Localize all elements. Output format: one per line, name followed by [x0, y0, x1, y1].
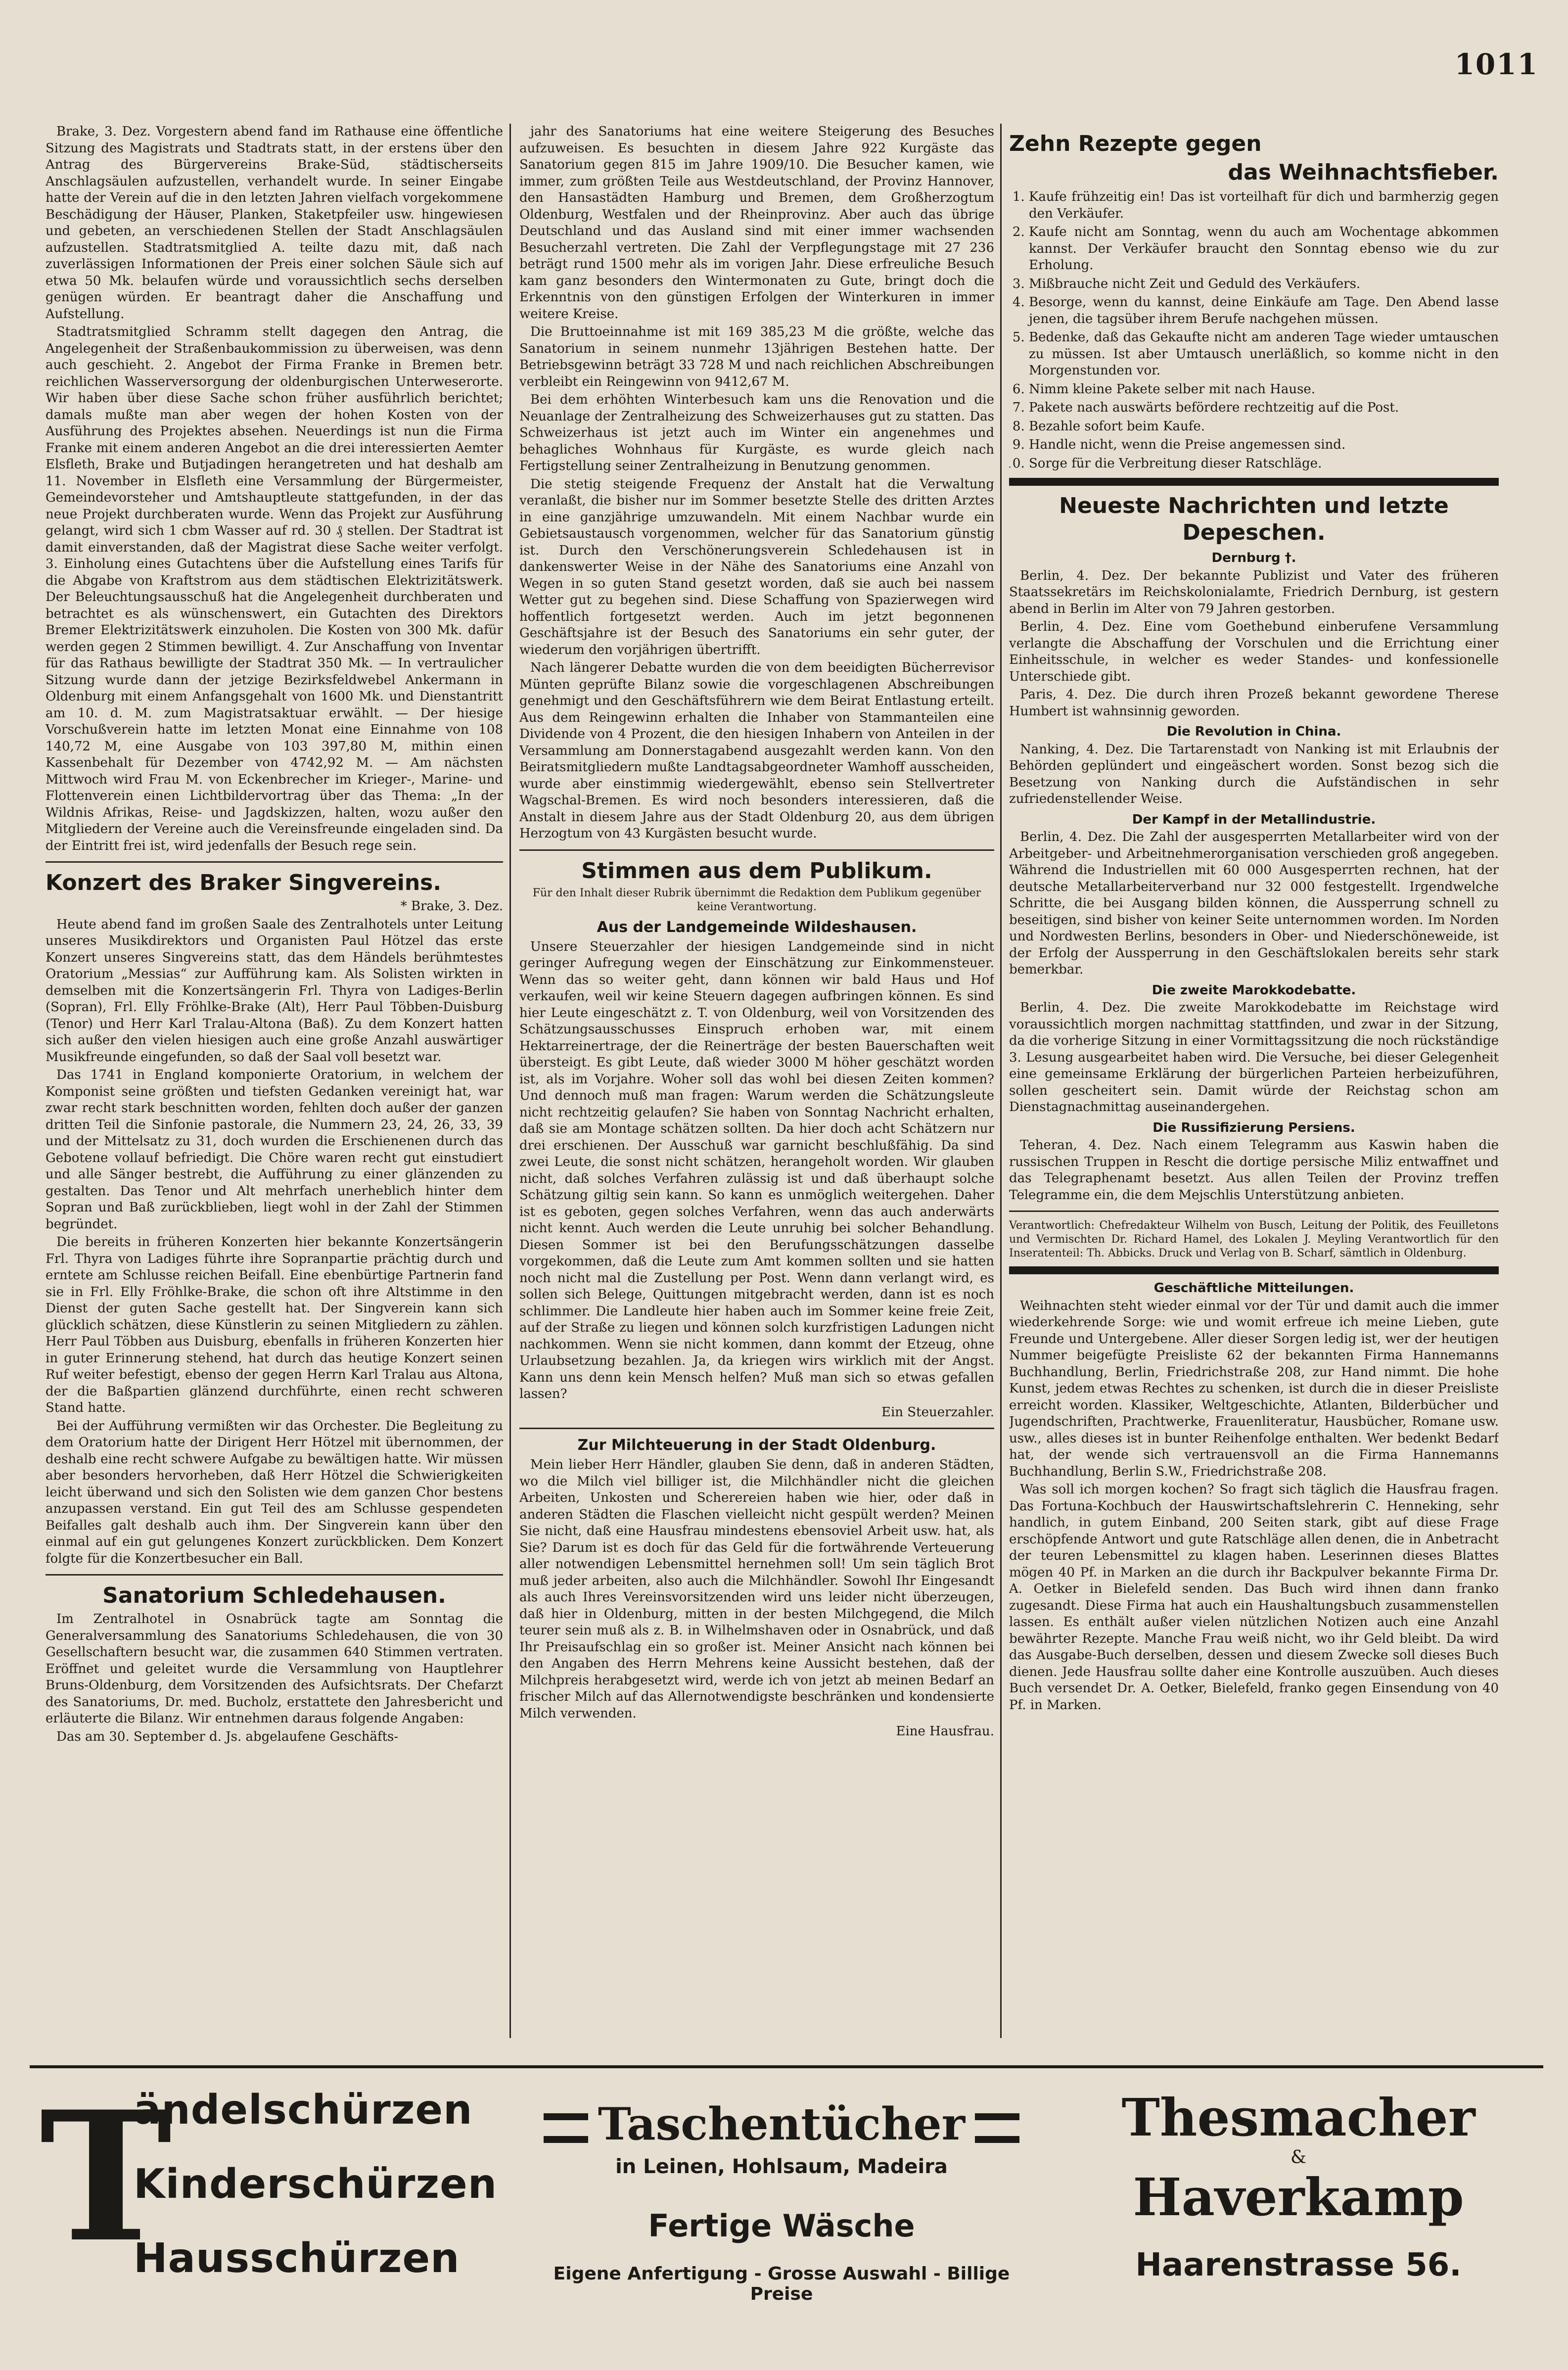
ad-schuerzen	[30, 2068, 509, 2345]
paragraph: Die stetig steigende Frequenz der Anstalt hat die Verwaltung veranlaßt, die bisher nur im Sommer besetzte Stelle des dritten Arztes in eine ganzjährige umzuwandeln. Mit einem Nachbar wurde ein Gebietsaustausch vorgenommen, welcher für das Sanatorium günstig ist. Durch den Verschönerungsverein Schledehausen ist in dankenswerter Weise in der Nähe des Sanatoriums eine Anzahl von Wegen in so guten Stand gesetzt worden, daß sie auch bei nassem Wetter gut zu begehen sind. Diese Schaffung von Spazierwegen wird hoffentlich fortgesetzt werden. Auch im jetzt begonnenen Geschäftsjahre ist der Besuch des Sanatoriums ein sehr guter, der wiederum den vorjährigen übertrifft.	[519, 476, 994, 657]
separator	[46, 1574, 503, 1576]
column-rule	[1000, 124, 1002, 2038]
ad-line: Hausschürzen	[134, 2235, 460, 2282]
rezept-item: 7. Pakete nach auswärts befördere rechtzeitig auf die Post.	[1029, 400, 1499, 417]
wildeshausen-signature: Ein Steuerzahler.	[881, 1404, 994, 1420]
rezepte-heading-line2: das Weihnachtsfieber.	[1228, 160, 1499, 185]
news-heading: Der Kampf in der Metallindustrie.	[1132, 812, 1376, 827]
rezept-item: 4. Besorge, wenn du kannst, deine Einkäufe am Tage. Den Abend lasse jenen, die tagsüber ihrem Berufe nachgehen müssen.	[1029, 294, 1499, 327]
rezept-item: 3. Mißbrauche nicht Zeit und Geduld des Verkäufers.	[1029, 276, 1499, 293]
separator-bar	[1009, 1266, 1499, 1274]
article-sanatorium-continued	[519, 124, 994, 842]
paragraph: Bei der Aufführung vermißten wir das Orchester. Die Begleitung zu dem Oratorium hatte der Dirigent Herr Hötzel mit übernommen, der deshalb eine recht schwere Aufgabe zu bewältigen hatte. Wir müssen aber besonders hervorheben, daß Herr Hötzel die Schwierigkeiten leicht überwand und sich den Solisten wie dem ganzen Chor bestens anzupassen verstand. Ein gut Teil des am Schlusse gespendeten Beifalles galt deshalb auch ihm. Der Singverein kann über den einmal auf ein gut gelungenes Konzert zurückblicken. Dem Konzert folgte für die Konzertbesucher ein Ball.	[46, 1418, 503, 1566]
paragraph: Brake, 3. Dez. Vorgestern abend fand im Rathause eine öffentliche Sitzung des Magistrats und Stadtrats statt, in der erstens über den Antrag des Bürgervereins Brake-Süd, städtischerseits Anschlagsäulen aufzustellen, verhandelt wurde. In seiner Eingabe hatte der Verein auf die in den letzten Jahren vielfach vorgekommene Beschädigung der Häuser, Planken, Staketpfeiler usw. hingewiesen und gebeten, an verschiedenen Stellen der Stadt Anschlagsäulen aufzustellen. Stadtratsmitglied A. teilte dazu mit, daß nach zuverlässigen Informationen der Preis einer solchen Säule sich auf etwa 50 Mk. belaufen würde und voraussichtlich sechs derselben genügen würden. Er beantragt daher die Anschaffung und Aufstellung.	[46, 124, 503, 322]
separator	[46, 861, 503, 863]
news-heading: Die Russifizierung Persiens.	[1153, 1120, 1355, 1135]
ad-ampersand: &	[1290, 2147, 1307, 2168]
news-item: Berlin, 4. Dez. Die zweite Marokkodebatte im Reichstage wird voraussichtlich morgen nachmittag stattfinden, und zwar in der Sitzung, da die vorherige Sitzung in einer Vormittagssitzung die noch rückständige 3. Lesung ausgearbeitet haben wird. Die Versuche, bei dieser Gelegenheit eine gemeinsame Erklärung der bürgerlichen Parteien herbeizuführen, sollen gescheitert sein. Damit würde der Reichstag schon am Dienstagnachmittag auseinandergehen.	[1009, 1000, 1499, 1115]
news-heading: Die zweite Marokkodebatte.	[1152, 982, 1356, 998]
paragraph: Mein lieber Herr Händler, glauben Sie denn, daß in anderen Städten, wo die Milch viel billiger ist, die Milchhändler nicht die gleichen Arbeiten, Unkosten und Scherereien haben wie hier, oder daß in anderen Städten die Flaschen vielleicht nicht gespült werden? Meinen Sie nicht, daß eine Hausfrau mindestens ebensoviel Arbeit usw. hat, als Sie? Darum ist es doch für das Geld für die fortwährende Verteuerung aller notwendigen Lebensmittel hernehmen soll! Um sein täglich Brot muß jeder arbeiten, also auch die Milchhändler. Sowohl Ihr Eingesandt als auch Ihres Vereinsvorsitzenden wird uns leider nicht überzeugen, daß hier in Oldenburg, mitten in der besten Milchgegend, die Milch teurer sein muß als z. B. in Wilhelmshaven oder in Osnabrück, und daß Ihr Preisaufschlag ein so großer ist. Meiner Ansicht nach können bei den Angaben des Herrn Mehrens keine Aussicht bestehen, daß der Milchpreis herabgesetzt wird, werde ich von jetzt ab meinen Bedarf an frischer Milch auf das Allernotwendigste beschränken und kondensierte Milch verwenden.	[519, 1457, 994, 1721]
page-number: 1011	[1454, 47, 1538, 81]
news-heading: Die Revolution in China.	[1166, 724, 1341, 739]
column-middle	[519, 124, 994, 2038]
paragraph: Die bereits in früheren Konzerten hier bekannte Konzertsängerin Frl. Thyra von Ladiges führte ihre Sopranpartie prächtig durch und erntete am Schlusse reichen Beifall. Eine ebenbürtige Partnerin fand sie in Frl. Elly Fröhlke-Brake, die schon oft ihre Altstimme in den Dienst der guten Sache gestellt hat. Der Singverein kann sich glücklich schätzen, diese Künstlerin zu seinen Mitgliedern zu zählen. Herr Paul Többen aus Duisburg, ebenfalls in früheren Konzerten hier in guter Erinnerung stehend, hat durch das heutige Konzert seinen Ruf weiter befestigt, ebenso der gegen Herrn Karl Tralau aus Altona, der die Baßpartien glänzend durchführte, einen recht schweren Stand hatte.	[46, 1235, 503, 1415]
news-item: Nanking, 4. Dez. Die Tartarenstadt von Nanking ist mit Erlaubnis der Behörden geplündert und eingeäschert worden. Sonst bezog sich die Besetzung von Nanking durch die Aufständischen in sehr zufriedenstellender Weise.	[1009, 742, 1499, 806]
article-konzert	[46, 917, 503, 1568]
konzert-heading: Konzert des Braker Singvereins.	[46, 870, 442, 895]
konzert-dateline: * Brake, 3. Dez.	[400, 899, 503, 914]
ad-company-line1: Thesmacher	[1121, 2087, 1476, 2148]
news-heading: Dernburg †.	[1211, 551, 1296, 565]
column-rule	[509, 124, 511, 2038]
rezept-item: 1. Kaufe frühzeitig ein! Das ist vorteilhaft für dich und barmherzig gegen den Verkäufer.	[1029, 189, 1499, 222]
rezepte-list	[1009, 189, 1499, 472]
ad-big-letter: T	[40, 2072, 172, 2281]
sanatorium-heading: Sanatorium Schledehausen.	[102, 1583, 446, 1608]
news-item: Berlin, 4. Dez. Der bekannte Publizist und Vater des früheren Staatssekretärs im Reichskolonialamte, Friedrich Dernburg, ist gestern abend in Berlin im Alter von 79 Jahren gestorben.	[1009, 568, 1499, 616]
separator	[1009, 1210, 1499, 1212]
milch-signature: Eine Hausfrau.	[896, 1724, 994, 1739]
neueste-heading-line1: Neueste Nachrichten und letzte	[1059, 493, 1449, 518]
article-milch	[519, 1457, 994, 1722]
rezepte-heading-line1: Zehn Rezepte gegen	[1009, 131, 1262, 156]
separator	[519, 1428, 994, 1429]
column-left	[46, 124, 503, 2038]
ad-line: Kinderschürzen	[134, 2161, 498, 2208]
wildeshausen-heading: Aus der Landgemeinde Wildeshausen.	[597, 918, 917, 936]
rezept-item: 2. Kaufe nicht am Sonntag, wenn du auch am Wochentage abkommen kannst. Der Verkäufer braucht den Sonntag ebenso wie du zur Erholung.	[1029, 224, 1499, 274]
paragraph: Unsere Steuerzahler der hiesigen Landgemeinde sind in nicht geringer Aufregung wegen der Einschätzung zur Einkommensteuer. Wenn das so weiter geht, dann können wir bald Haus und Hof verkaufen, weil wir keine Steuern dagegen aufbringen können. Es sind hier Leute eingeschätzt z. T. von Oldenburg, weil von Vorsitzenden des Schätzungsausschusses Einspruch erhoben war, mit einem Hektarreinertrage, der die Reinerträge der besten Bauerschaften weit übersteigt. Es gibt Leute, daß wieder 3000 M höher geschätzt worden ist, als im Vorjahre. Woher soll das wohl bei diesen Zeiten kommen? Und dennoch muß man fragen: Warum werden die Schätzungsleute nicht rechtzeitig gelaufen? Sie haben von Sonntag Nachricht erhalten, daß sie am Montage schätzen sollten. Da hier doch acht Schätzern nur drei erschienen. Der Ausschuß war garnicht beschlußfähig. Da sind zwei Leute, die sonst nicht schätzen, herangeholt worden. Wir glauben nicht, daß solches Verfahren zulässig ist und daß überhaupt solche Schätzung giltig sein kann. So kann es unmöglich weitergehen. Daher ist es geboten, gegen solches Verfahren, wenn das auch anderwärts nicht kennt. Auch werden die Leute unruhig bei solcher Behandlung. Diesen Sommer ist bei den Berufungsschätzungen dasselbe vorgekommen, daß die Leute zum Amt kommen sollten und sie hatten noch nicht mal die Zustellung per Post. Wenn dann verlangt wird, es sollen sich Belege, Quittungen mitgebracht werden, dann ist es noch schlimmer. Die Landleute hier haben auch im Sommer keine freie Zeit, auf der Straße zu liegen und können solch kurzfristigen Ladungen nicht nachkommen. Wenn sie nicht kommen, dann kommt der Etzeug, ohne Urlaubsetzung bezahlen. Ja, da kriegen wirs wirklich mit der Angst. Kann uns denn kein Mensch helfen? Muß man sich so etwas gefallen lassen?	[519, 939, 994, 1401]
article-wildeshausen	[519, 939, 994, 1403]
rezept-item: 6. Nimm kleine Pakete selber mit nach Hause.	[1029, 381, 1499, 398]
paragraph: jahr des Sanatoriums hat eine weitere Steigerung des Besuches aufzuweisen. Es besuchten in diesem Jahre 922 Kurgäste das Sanatorium gegen 815 im Jahre 1909/10. Die Besucher kamen, wie immer, zum größten Teile aus Westdeutschland, der Provinz Hannover, den Hansastädten Hamburg und Bremen, dem Großherzogtum Oldenburg, Westfalen und der Rheinprovinz. Aber auch das übrige Deutschland und das Ausland sind mit einer immer wachsenden Besucherzahl vertreten. Die Zahl der Verpflegungstage mit 27 236 beträgt rund 1500 mehr als im vorigen Jahr. Diese erfreuliche Besuch kam ganz besonders den Wintermonaten zu Gute, bringt doch die Erkenntnis von den günstigen Erfolgen der Winterkuren in immer weitere Kreise.	[519, 124, 994, 322]
neueste-heading-line2: Depeschen.	[1182, 520, 1326, 545]
ad-taschentuecher	[524, 2068, 1039, 2345]
ad-fertige-waesche: Fertige Wäsche	[648, 2208, 915, 2244]
ad-address: Haarenstrasse 56.	[1135, 2247, 1462, 2283]
paragraph: Weihnachten steht wieder einmal vor der Tür und damit auch die immer wiederkehrende Sorge: wie und womit erfreue ich meine Lieben, gute Freunde und Untergebene. Aller dieser Sorgen ledig ist, wer der heutigen Nummer beigefügte Preisliste 62 der bekannten Firma Hannemanns Buchhandlung, Berlin, Friedrichstraße 208, zur Hand nimmt. Die hohe Kunst, jedem etwas Rechtes zu schenken, ist durch die in dieser Preisliste erreicht worden. Klassiker, Weltgeschichte, Atlanten, Bilderbücher und Jugendschriften, Prachtwerke, Frauenliteratur, Hausbücher, Romane usw. usw., alles dieses ist in bunter Reihenfolge enthalten. Wer bedenkt Bedarf hat, der wende sich vertrauensvoll an die Firma Hannemanns Buchhandlung, Berlin S.W., Friedrichstraße 208.	[1009, 1298, 1499, 1479]
news-item: Berlin, 4. Dez. Eine vom Goethebund einberufene Versammlung verlangte die Abschaffung der Vorschulen und die Errichtung einer Einheitsschule, in welcher es weder Standes- und konfessionelle Unterschiede gibt.	[1009, 619, 1499, 684]
milch-heading: Zur Milchteuerung in der Stadt Oldenburg.	[577, 1437, 936, 1454]
paragraph: Das 1741 in England komponierte Oratorium, in welchem der Komponist seine größten und tiefsten Gedanken vereinigt hat, war zwar recht stark beschnitten worden, fehlten doch außer der ganzen dritten Teil die Sinfonie pastorale, die Nummern 23, 24, 26, 33, 39 und der Mittelsatz zu 31, doch wurden die Erschienenen durch das Gebotene vollauf befriedigt. Die Chöre waren recht gut einstudiert und alle Sänger bestrebt, die Aufführung zu einer glänzenden zu gestalten. Das Tenor und Alt mehrfach unerheblich hinter dem Sopran und Baß zurückblieben, liegt wohl in der Zahl der Stimmen begründet.	[46, 1068, 503, 1232]
paragraph: Das am 30. September d. Js. abgelaufene Geschäfts-	[56, 1729, 399, 1744]
rezept-item: 10. Sorge für die Verbreitung dieser Ratschläge.	[1029, 456, 1499, 472]
geschaeftliche-heading: Geschäftliche Mitteilungen.	[1153, 1281, 1354, 1296]
paragraph: Stadtratsmitglied Schramm stellt dagegen den Antrag, die Angelegenheit der Straßenbaukommission zu überweisen, was denn auch geschieht. 2. Angebot der Firma Franke in Bremen betr. reichlichen Wasserversorgung der oldenburgischen Unterweserorte. Wir haben über diese Sache schon früher ausführlich berichtet; damals mußte man aber wegen der hohen Kosten von der Ausführung des Projektes absehen. Neuerdings ist nun die Firma Franke mit einem anderen Angebot an die drei interessierten Aemter Elsfleth, Brake und Butjadingen herangetreten und hat deshalb am 11. November in Elsfleth eine Versammlung der Bürgermeister, Gemeindevorsteher und Amtshauptleute stattgefunden, in der das neue Projekt durchberaten wurde. Wenn das Projekt zur Ausführung gelangt, wird sich 1 cbm Wasser auf rd. 30 ₰ stellen. Der Stadtrat ist damit einverstanden, daß der Magistrat diese Sache weiter verfolgt. 3. Einholung eines Gutachtens über die Aufstellung eines Tarifs für die Abgabe von Kraftstrom aus dem städtischen Elektrizitätswerk. Der Beleuchtungsausschuß hat die Angelegenheit durchberaten und betrachtet es als wünschenswert, ein Gutachten des Direktors Bremer Elektrizitätswerk einzuholen. Die Kosten von 300 Mk. dafür werden gegen 2 Stimmen bewilligt. 4. Zur Anschaffung von Inventar für das Rathaus bewilligte der Stadtrat 350 Mk. — In vertraulicher Sitzung wurde dann der jetzige Bezirksfeldwebel Ankermann in Oldenburg mit einem Anfangsgehalt von 1600 Mk. und Dienstantritt am 10. d. M. zum Magistratsaktuar erwählt. — Der hiesige Vorschußverein hatte im letzten Monat eine Einnahme von 108 140,72 M, eine Ausgabe von 103 397,80 M, mithin einen Kassenbehalt für Dezember von 4742,92 M. — Am nächsten Mittwoch wird Frau M. von Eckenbrecher im Krieger-, Marine- und Flottenverein einen Lichtbildervortrag über das Thema: „In der Wildnis Afrikas, Reise- und Jagdskizzen, halten, wozu außer den Mitgliedern der Vereine auch die Vereinsfreunde eingeladen sind. Da der Eintritt frei ist, wird jedenfalls der Besuch rege sein.	[46, 325, 503, 853]
article-brake-council	[46, 124, 503, 854]
separator	[519, 849, 994, 851]
impressum: Verantwortlich: Chefredakteur Wilhelm von Busch, Leitung der Politik, des Feuilletons und Vermischten Dr. Richard Hamel, des Lokalen J. Meyling Verantwortlich für den Inseratenteil: Th. Abbicks. Druck und Verlag von B. Scharf, sämtlich in Oldenburg.	[1009, 1219, 1499, 1259]
paragraph: Im Zentralhotel in Osnabrück tagte am Sonntag die Generalversammlung des Sanatoriums Schledehausen, die von 30 Gesellschaftern besucht war, die zusammen 640 Stimmen vertraten. Eröffnet und geleitet wurde die Versammlung von Hauptlehrer Bruns-Oldenburg, dem Vorsitzenden des Aufsichtsrats. Der Chefarzt des Sanatoriums, Dr. med. Bucholz, erstattete den Jahresbericht und erläuterte die Bilanz. Wir entnehmen daraus folgende Angaben:	[46, 1612, 503, 1726]
article-geschaeftliche	[1009, 1298, 1499, 1714]
rezept-item: 9. Handle nicht, wenn die Preise angemessen sind.	[1029, 437, 1499, 454]
ad-title-text: Taschentücher	[598, 2098, 966, 2150]
paragraph: Heute abend fand im großen Saale des Zentralhotels unter Leitung unseres Musikdirektors und Organisten Paul Hötzel das erste Konzert unseres Singvereins statt, das dem Händels berühmtestes Oratorium „Messias“ zur Aufführung kam. Als Solisten wirkten in demselben mit die Konzertsängerin Frl. Thyra von Ladiges-Berlin (Sopran), Frl. Elly Fröhlke-Brake (Alt), Herr Paul Többen-Duisburg (Tenor) und Herr Karl Tralau-Altona (Baß). Zu dem Konzert hatten sich außer den vielen hiesigen auch eine große Anzahl auswärtiger Musikfreunde eingefunden, so daß der Saal voll besetzt war.	[46, 917, 503, 1065]
ad-thesmacher	[1054, 2068, 1543, 2345]
news-item: Berlin, 4. Dez. Die Zahl der ausgesperrten Metallarbeiter wird von der Arbeitgeber- und Arbeitnehmerorganisation verschieden groß angegeben. Während die Industriellen mit 60 000 Ausgesperrten rechnen, hat der deutsche Metallarbeiterverband nur 32 000 festgestellt. Irgendwelche Schritte, die bei Ausgang bilden können, die Aussperrung schnell zu beseitigen, sind bisher von keiner Seite unternommen worden. Im Norden und Nordwesten Berlins, besonders in Ober- und Niederschöneweide, ist der Erfolg der Aussperrung in den Geschäftslokalen bereits sehr stark bemerkbar.	[1009, 830, 1499, 977]
ad-line: ändelschürzen	[134, 2087, 473, 2134]
paragraph: Die Bruttoeinnahme ist mit 169 385,23 M die größte, welche das Sanatorium in seinem nunmehr 13jährigen Bestehen hatte. Der Betriebsgewinn beträgt 33 728 M und nach reichlichen Abschreibungen verbleibt ein Reingewinn von 9412,67 M.	[519, 325, 994, 389]
paragraph: Bei dem erhöhten Winterbesuch kam uns die Renovation und die Neuanlage der Zentralheizung des Schweizerhauses gut zu statten. Das Schweizerhaus ist jetzt auch im Winter ein angenehmes und behagliches Wohnhaus für Kurgäste, es wurde gleich nach Fertigstellung seiner Zentralheizung in Benutzung genommen.	[519, 392, 994, 473]
article-sanatorium	[46, 1611, 503, 1745]
news-item: Teheran, 4. Dez. Nach einem Telegramm aus Kaswin haben die russischen Truppen in Rescht die dortige persische Miliz entwaffnet und das Telegraphenamt besetzt. Aus allen Teilen der Provinz treffen Telegramme ein, die dem Mejschlis Unterstützung anbieten.	[1009, 1138, 1499, 1203]
advertisement-strip	[30, 2065, 1543, 2345]
column-right	[1009, 124, 1499, 2038]
equals-bar-icon	[975, 2113, 1019, 2143]
rezept-item: 8. Bezahle sofort beim Kaufe.	[1029, 418, 1499, 435]
news-item: Paris, 4. Dez. Die durch ihren Prozeß bekannt gewordene Therese Humbert ist wahnsinnig geworden.	[1009, 687, 1499, 719]
ad-title	[524, 2098, 1039, 2150]
news-list	[1009, 550, 1499, 1204]
stimmen-note: Für den Inhalt dieser Rubrik übernimmt die Redaktion dem Publikum gegenüber keine Verantwortung.	[532, 886, 981, 913]
equals-bar-icon	[544, 2113, 588, 2143]
stimmen-heading: Stimmen aus dem Publikum.	[581, 858, 932, 883]
rezept-item: 5. Bedenke, daß das Gekaufte nicht am anderen Tage wieder umtauschen zu müssen. Ist aber Umtausch unerläßlich, so komme nicht in den Morgenstunden vor.	[1029, 329, 1499, 379]
paragraph: Was soll ich morgen kochen? So fragt sich täglich die Hausfrau fragen. Das Fortuna-Kochbuch der Hauswirtschaftslehrerin C. Henneking, sehr handlich, in gutem Einband, 200 Seiten stark, gibt auf diese Frage erschöpfende Antwort und gute Ratschläge allen denen, die in Anbetracht der teuren Lebensmittel zu klagen haben. Leserinnen dieses Blattes mögen 40 Pf. in Marken an die durch ihr Backpulver bekannte Firma Dr. A. Oetker in Bielefeld senden. Das Buch wird ihnen dann franko zugesandt. Diese Firma hat auch ein Haushaltungsbuch zusammenstellen lassen. Es enthält außer vielen nützlichen Notizen auch eine Anzahl bewährter Rezepte. Manche Frau weiß nicht, wo ihr Geld bleibt. Da wird das Ausgabe-Buch derselben, dessen und diesem Zwecke soll dieses Buch dienen. Jede Hausfrau sollte daher eine Kontrolle auszuüben. Auch dieses Buch versendet Dr. A. Oetker, Bielefeld, franko gegen Einsendung von 40 Pf. in Marken.	[1009, 1482, 1499, 1713]
ad-footer: Eigene Anfertigung - Grosse Auswahl - Billige Preise	[553, 2264, 1010, 2304]
paragraph: Nach längerer Debatte wurden die von dem beeidigten Bücherrevisor Münten geprüfte Bilanz sowie die vorgeschlagenen Abschreibungen genehmigt und den Geschäftsführern wie dem Beirat Entlastung erteilt. Aus dem Reingewinn erhalten die Inhaber von Stammanteilen eine Dividende von 4 Prozent, die den hiesigen Inhabern von Anteilen in der Versammlung am Donnerstagabend ausgezahlt werden kann. Von den Beiratsmitgliedern mußte Landtagsabgeordneter Wamhoff ausscheiden, wurde aber einstimmig wiedergewählt, ebenso sein Stellvertreter Wagschal-Bremen. Es wird noch besonders interessieren, daß die Anstalt in diesem Jahre aus der Stadt Oldenburg 20, aus dem übrigen Herzogtum von 43 Kurgästen besucht wurde.	[519, 660, 994, 841]
ad-company-line2: Haverkamp	[1133, 2167, 1464, 2228]
ad-subtitle: in Leinen, Hohlsaum, Madeira	[615, 2155, 948, 2178]
separator-bar	[1009, 478, 1499, 486]
